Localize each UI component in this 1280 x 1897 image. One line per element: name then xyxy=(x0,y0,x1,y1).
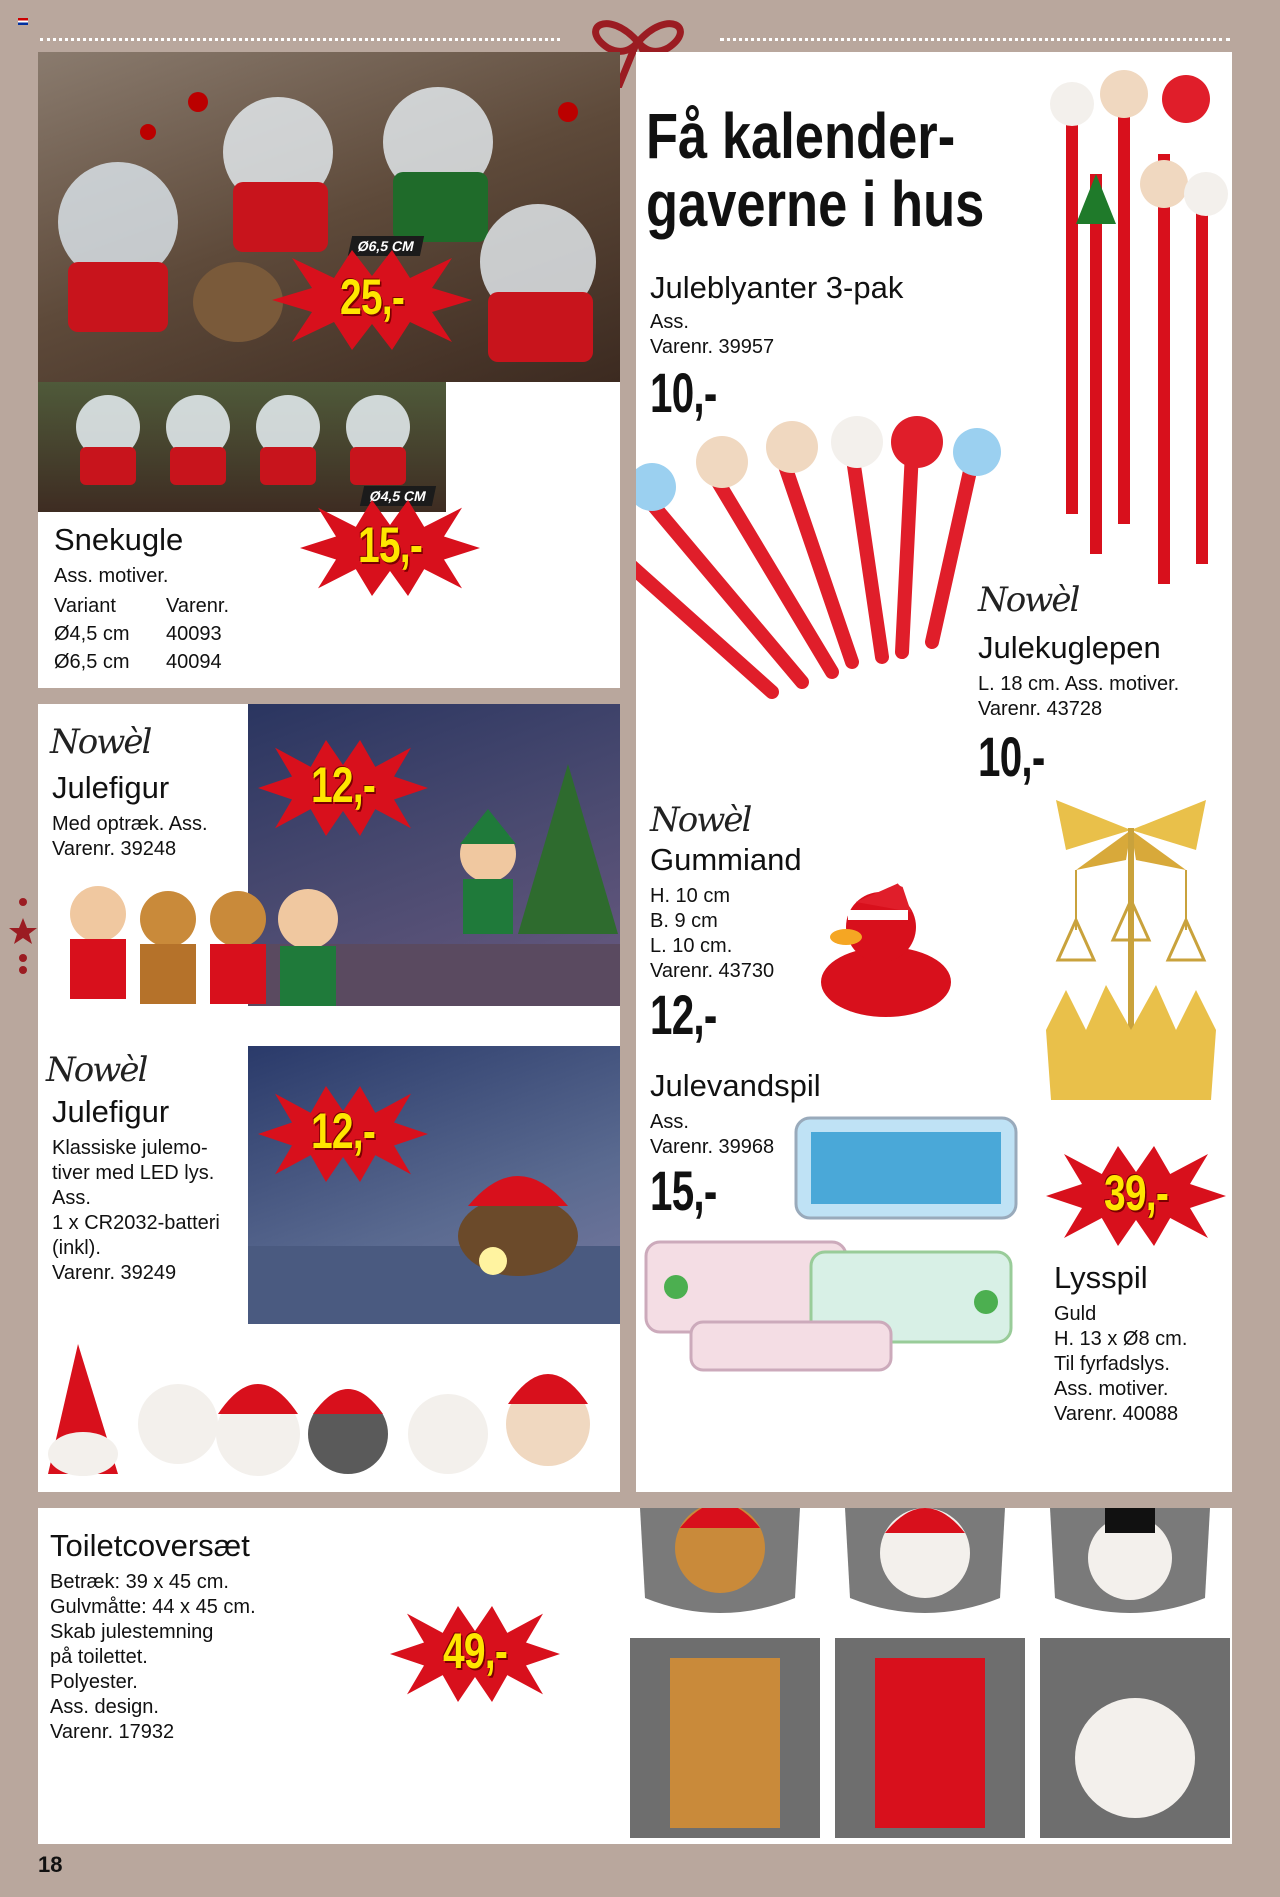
price-burst-snekugle-large xyxy=(272,250,472,350)
price-julefigur-2: 12,- xyxy=(310,1103,376,1159)
product-desc-julevandspil: Ass. Varenr. 39968 xyxy=(650,1111,775,1158)
price-snekugle-large: 25,- xyxy=(339,269,405,325)
table-cell-varenr-1: 40093 xyxy=(166,623,222,645)
product-name-gummiand: Gummiand xyxy=(650,842,802,877)
panel-toiletcoversaet xyxy=(38,1508,1232,1844)
page-number: 18 xyxy=(38,1852,63,1877)
product-desc-julefigur-1: Med optræk. Ass. Varenr. 39248 xyxy=(52,813,208,860)
top-dotted-line-right xyxy=(720,38,1230,44)
led-figures-image xyxy=(38,1324,620,1492)
water-games-image xyxy=(636,1112,1026,1372)
dimension-tag-large: Ø6,5 CM xyxy=(348,236,424,256)
product-desc-toiletcoversaet: Betræk: 39 x 45 cm. Gulvmåtte: 44 x 45 cm. Skab julestemning på toilettet. Polyester. Ass. design. Varenr. 17932 xyxy=(50,1571,256,1743)
product-name-snekugle: Snekugle xyxy=(54,522,184,557)
price-burst-julefigur-1 xyxy=(258,740,428,836)
product-name-toiletcoversaet: Toiletcoversæt xyxy=(50,1528,250,1563)
rubber-duck-image xyxy=(806,872,956,1022)
price-juleblyanter: 10,- xyxy=(650,361,717,424)
top-dotted-line-left xyxy=(40,38,560,44)
table-cell-variant-1: Ø4,5 cm xyxy=(54,623,130,645)
product-name-julefigur-1: Julefigur xyxy=(52,770,170,805)
headline: Få kalender- gaverne i hus xyxy=(646,100,985,240)
product-desc-julefigur-2: Klassiske julemo- tiver med LED lys. Ass. 1 x CR2032-batteri (inkl). Varenr. 39249 xyxy=(52,1137,220,1284)
product-name-julevandspil: Julevandspil xyxy=(650,1068,821,1103)
wind-up-figures-image xyxy=(48,874,358,1014)
panel-right-top xyxy=(636,52,1232,1492)
table-header-varenr: Varenr. xyxy=(166,595,229,617)
price-burst-lysspil xyxy=(1046,1146,1226,1246)
price-julekuglepen: 10,- xyxy=(978,725,1045,788)
product-name-julefigur-2: Julefigur xyxy=(52,1094,170,1129)
christmas-pencils-image xyxy=(1036,64,1232,584)
table-cell-varenr-2: 40094 xyxy=(166,651,222,673)
price-burst-julefigur-2 xyxy=(258,1086,428,1182)
dimension-tag-small: Ø4,5 CM xyxy=(360,486,436,506)
table-header-variant: Variant xyxy=(54,595,116,617)
price-gummiand: 12,- xyxy=(650,983,717,1046)
product-desc-juleblyanter: Ass. Varenr. 39957 xyxy=(650,311,775,358)
table-cell-variant-2: Ø6,5 cm xyxy=(54,651,130,673)
brand-logo-julefigur-2: Nowèl xyxy=(46,1050,147,1090)
brand-logo-julefigur-1: Nowèl xyxy=(50,722,151,762)
price-snekugle-small: 15,- xyxy=(357,517,423,573)
price-julevandspil: 15,- xyxy=(650,1159,717,1222)
product-desc-gummiand: H. 10 cm B. 9 cm L. 10 cm. Varenr. 43730 xyxy=(650,885,775,982)
toilet-cover-sets-image xyxy=(620,1508,1232,1844)
price-julefigur-1: 12,- xyxy=(310,757,376,813)
price-lysspil: 39,- xyxy=(1103,1165,1169,1221)
star-decoration-icon xyxy=(8,896,38,976)
product-name-lysspil: Lysspil xyxy=(1054,1260,1148,1295)
flag-icon xyxy=(18,18,28,25)
product-name-juleblyanter: Juleblyanter 3-pak xyxy=(650,270,904,305)
product-name-julekuglepen: Julekuglepen xyxy=(978,630,1161,665)
price-burst-toiletcoversaet xyxy=(390,1606,560,1702)
brand-logo-julekuglepen: Nowèl xyxy=(978,580,1079,620)
product-desc-julekuglepen: L. 18 cm. Ass. motiver. Varenr. 43728 xyxy=(978,673,1180,720)
product-desc-lysspil: Guld H. 13 x Ø8 cm. Til fyrfadslys. Ass. motiver. Varenr. 40088 xyxy=(1054,1303,1188,1425)
christmas-pens-image xyxy=(636,412,1022,712)
brand-logo-gummiand: Nowèl xyxy=(650,800,751,840)
price-toiletcoversaet: 49,- xyxy=(442,1623,508,1679)
candle-carousel-image xyxy=(1036,800,1226,1120)
product-desc-snekugle: Ass. motiver. xyxy=(54,565,169,587)
price-burst-snekugle-small xyxy=(300,500,480,596)
